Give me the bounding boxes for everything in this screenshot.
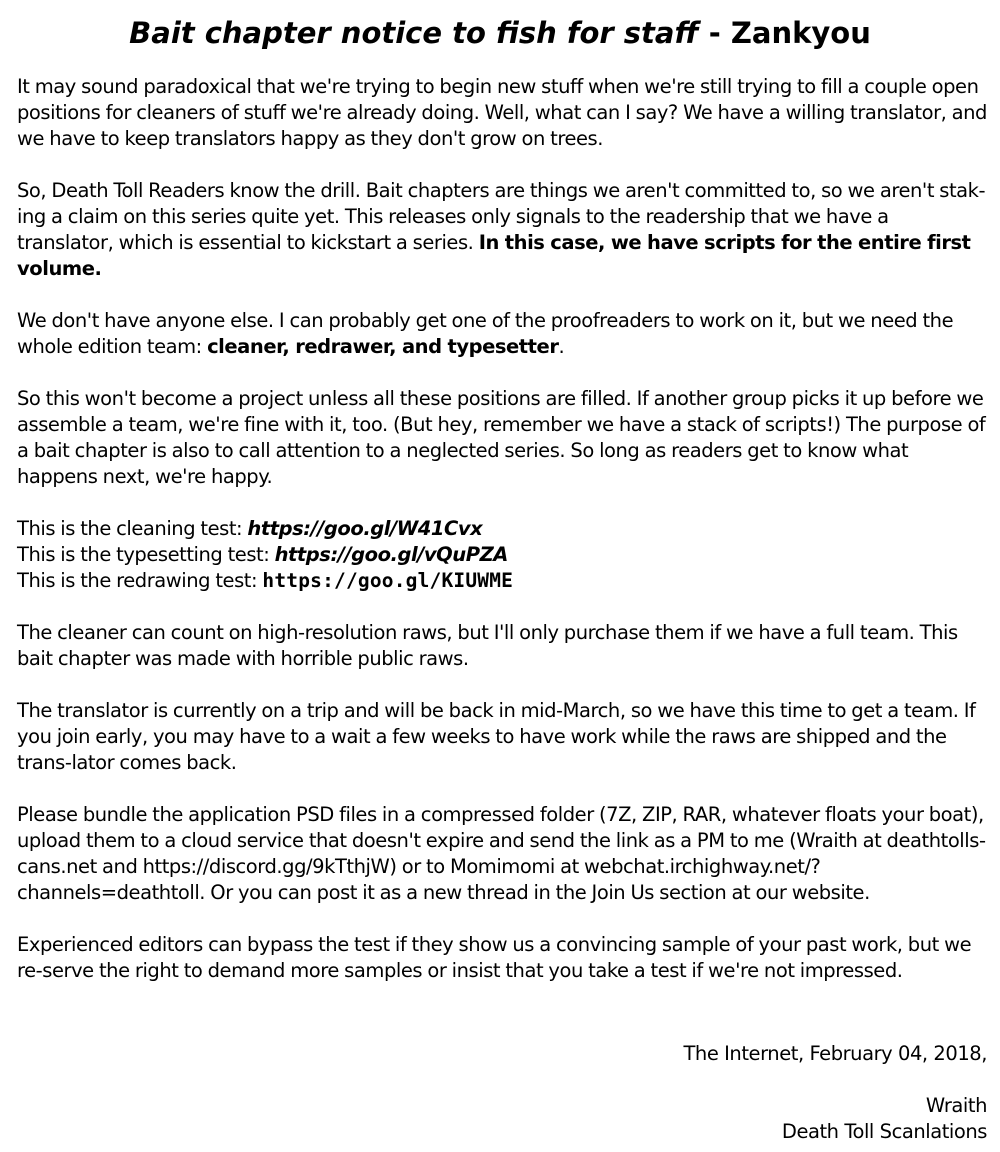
signature-group: Death Toll Scanlations (781, 1120, 987, 1143)
signature-name: Wraith (925, 1094, 987, 1117)
bait-explanation-bold: In this case, we have scripts for the entire first volume. (17, 231, 971, 280)
paragraph-application-instructions: Please bundle the application PSD files in a compressed folder (7Z, ZIP, RAR, whatever floats your boat), upload them to a cloud service that doesn't expire and send the link as a PM to me (Wraith at deathtolls-cans.net and https://discord.gg/9kTthjW) or to Momimomi at webchat.irchighway.net/?channels=deathtoll. Or you can post it as a new thread in the Join Us section at our website. (17, 803, 986, 904)
title-main: Bait chapter notice to fish for staff (129, 16, 699, 50)
redrawing-test-label: This is the redrawing test: (17, 569, 263, 592)
team-roles: cleaner, redrawer, and typesetter (207, 335, 559, 358)
paragraph-project-conditions: So this won't become a project unless all these positions are filled. If another group picks it up before we assemble a team, we're fine with it, too. (But hey, remember we have a stack of scripts!) The purpose of a bait chapter is also to call attention to a neglected series. So long as readers get to know what happens next, we're happy. (17, 387, 986, 488)
redrawing-test-link[interactable]: https://goo.gl/KIUWME (262, 569, 514, 592)
team-needed-text: We don't have anyone else. I can probably get one of the proofreaders to work on it, but we need the whole edition team: (17, 309, 954, 358)
test-links (17, 516, 989, 594)
paragraph-translator-trip: The translator is currently on a trip and will be back in mid-March, so we have this time to get a team. If you join early, you may have to a wait a few weeks to have work while the raws are shipped and the trans-lator comes back. (17, 699, 976, 774)
notice-body (17, 74, 989, 1010)
paragraph-intro: It may sound paradoxical that we're trying to begin new stuff when we're still trying to fill a couple open positions for cleaners of stuff we're already doing. Well, what can I say? We have a willing translator, and we have to keep translators happy as they don't grow on trees. (17, 75, 987, 150)
paragraph-experienced-editors: Experienced editors can bypass the test if they show us a convincing sample of your past work, but we re-serve the right to demand more samples or insist that you take a test if we're not impressed. (17, 933, 972, 982)
paragraph-team-needed (17, 308, 989, 360)
signature-date: The Internet, February 04, 2018, (683, 1042, 987, 1065)
typesetting-test-link[interactable]: https://goo.gl/vQuPZA (274, 543, 508, 566)
cleaning-test-label: This is the cleaning test: (17, 517, 248, 540)
page-title (0, 14, 1000, 52)
cleaning-test-link[interactable]: https://goo.gl/W41Cvx (247, 517, 483, 540)
title-suffix: - Zankyou (698, 16, 871, 50)
typesetting-test-label: This is the typesetting test: (17, 543, 275, 566)
bait-explanation-text: So, Death Toll Readers know the drill. Bait chapters are things we aren't committed to, so we aren't stak-ing a claim on this series quite yet. This releases only signals to the readership that we have a translator, which is essential to kickstart a series. (17, 179, 986, 254)
paragraph-bait-explanation (17, 178, 989, 282)
typesetting-test-line (17, 542, 989, 568)
team-needed-end: . (558, 335, 565, 358)
redrawing-test-line (17, 568, 989, 594)
signature-block (782, 1093, 987, 1145)
paragraph-raws: The cleaner can count on high-resolution raws, but I'll only purchase them if we have a full team. This bait chapter was made with horrible public raws. (17, 621, 958, 670)
cleaning-test-line (17, 516, 989, 542)
